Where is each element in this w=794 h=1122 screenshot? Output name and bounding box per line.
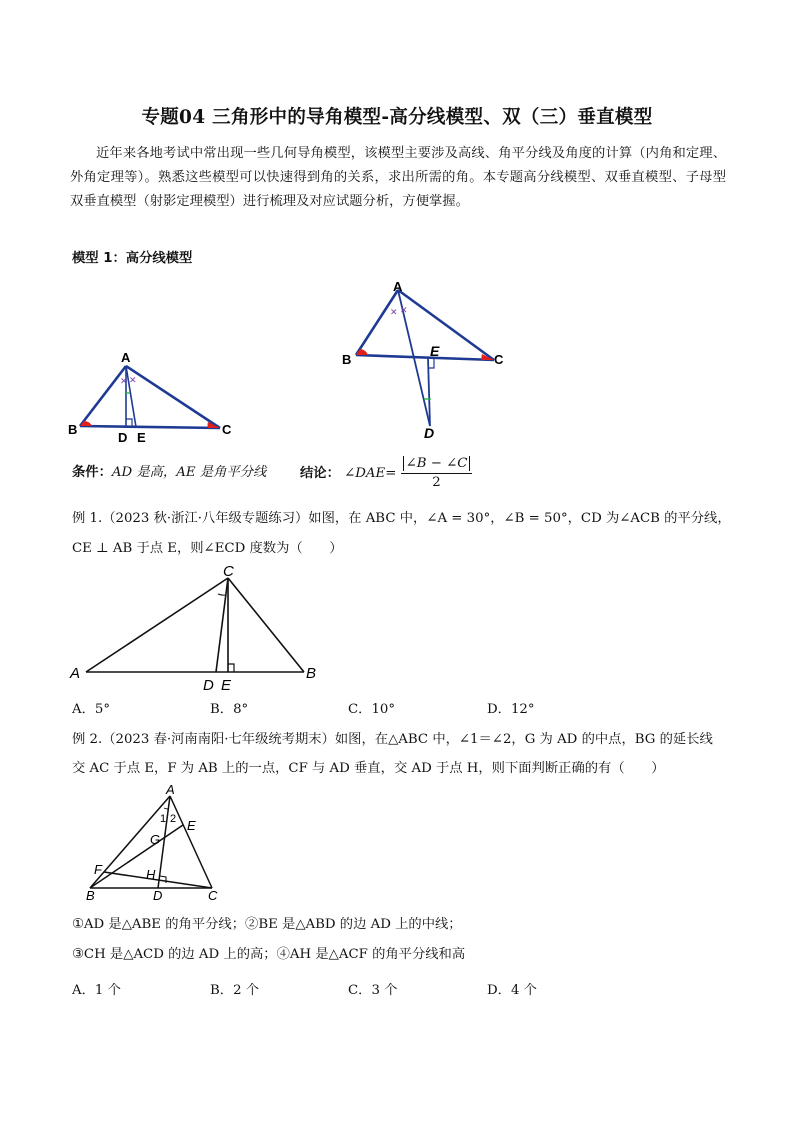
- model1-figure-right: [338, 278, 518, 443]
- fig2-label-c: C: [494, 352, 504, 367]
- fig2-label-b: B: [342, 352, 352, 367]
- condition-label: 条件：: [72, 465, 112, 480]
- conclusion-row: [300, 455, 472, 492]
- fig2-label-d: D: [424, 425, 435, 441]
- fig2-label-a: A: [393, 279, 403, 294]
- example1-line1: 例 1.（2023 秋·浙江·八年级专题练习）如图，在 ABC 中，∠A = 30°，∠B = 50°，CD 为∠ACB 的平分线，: [72, 511, 731, 526]
- conclusion-label: 结论：: [300, 466, 340, 481]
- model1-heading: 模型 1：高分线模型: [72, 251, 193, 266]
- example1-line2: CE ⊥ AB 于点 E，则∠ECD 度数为（ ）: [72, 541, 343, 556]
- example2-line1: 例 2.（2023 春·河南南阳·七年级统考期末）如图，在△ABC 中，∠1＝∠2，G 为 AD 的中点，BG 的延长线: [72, 732, 713, 747]
- example1-option-b[interactable]: B．8°: [210, 702, 249, 717]
- ex2-label-d: D: [153, 888, 163, 902]
- ex2-label-2: 2: [170, 813, 177, 825]
- conclusion-lhs: ∠DAE=: [344, 466, 397, 481]
- ex1-label-c: C: [223, 563, 234, 580]
- conclusion-fraction: [401, 455, 473, 492]
- page-title: 专题04 三角形中的导角模型-高分线模型、双（三）垂直模型: [141, 107, 653, 128]
- example1-option-d[interactable]: D．12°: [487, 702, 535, 717]
- conclusion-numerator: ∠B − ∠C: [403, 456, 471, 471]
- ex2-label-1: 1: [160, 813, 167, 825]
- intro-paragraph: 近年来各地考试中常出现一些几何导角模型，该模型主要涉及高线、角平分线及角度的计算（内角和定理、外角定理等）。熟悉这些模型可以快速得到角的关系，求出所需的角。本专题高分线模型、双垂直模型、子母型双垂直模型（射影定理模型）进行梳理及对应试题分析，方便掌握。: [70, 146, 726, 209]
- ex2-label-b: B: [86, 888, 95, 902]
- example1-option-c[interactable]: C．10°: [348, 702, 396, 717]
- fig1-label-a: A: [121, 350, 131, 365]
- example2-option-d[interactable]: D．4 个: [487, 983, 537, 998]
- fig1-label-b: B: [68, 422, 78, 437]
- ex2-label-a: A: [166, 782, 175, 797]
- ex1-label-b: B: [306, 665, 317, 682]
- conclusion-denominator: 2: [432, 475, 441, 490]
- fig1-label-e: E: [137, 430, 146, 445]
- condition-text: AD 是高，AE 是角平分线: [111, 465, 267, 480]
- svg-text:✕: ✕: [390, 307, 398, 317]
- example2-option-a[interactable]: A．1 个: [72, 983, 121, 998]
- example1-figure: [66, 562, 326, 694]
- ex2-label-f: F: [94, 862, 102, 877]
- example1-option-a[interactable]: A．5°: [72, 702, 111, 717]
- condition-row: [72, 461, 266, 485]
- fig1-label-d: D: [118, 430, 128, 445]
- example2-line2: 交 AC 于点 E，F 为 AB 上的一点，CF 与 AD 垂直，交 AD 于点 H，则下面判断正确的有（ ）: [72, 761, 665, 776]
- ex2-label-g: G: [150, 832, 161, 847]
- example2-option-c[interactable]: C．3 个: [348, 983, 398, 998]
- fig2-label-e: E: [430, 343, 440, 359]
- svg-text:✕: ✕: [400, 305, 408, 315]
- svg-text:✕: ✕: [129, 375, 137, 385]
- example2-option-b[interactable]: B．2 个: [210, 983, 260, 998]
- ex2-label-e: E: [187, 818, 196, 833]
- ex1-label-e: E: [221, 677, 232, 694]
- ex1-label-a: A: [70, 665, 81, 682]
- example2-statement2: ③CH 是△ACD 的边 AD 上的高；④AH 是△ACF 的角平分线和高: [72, 947, 466, 962]
- example2-figure: [80, 782, 240, 902]
- ex1-label-d: D: [203, 677, 214, 694]
- model1-figure-left: [62, 346, 242, 446]
- ex2-label-c: C: [208, 888, 218, 902]
- example2-statement1: ①AD 是△ABE 的角平分线；②BE 是△ABD 的边 AD 上的中线；: [72, 917, 462, 932]
- fig1-label-c: C: [222, 422, 232, 437]
- ex2-label-h: H: [146, 867, 156, 882]
- svg-text:✕: ✕: [120, 376, 128, 386]
